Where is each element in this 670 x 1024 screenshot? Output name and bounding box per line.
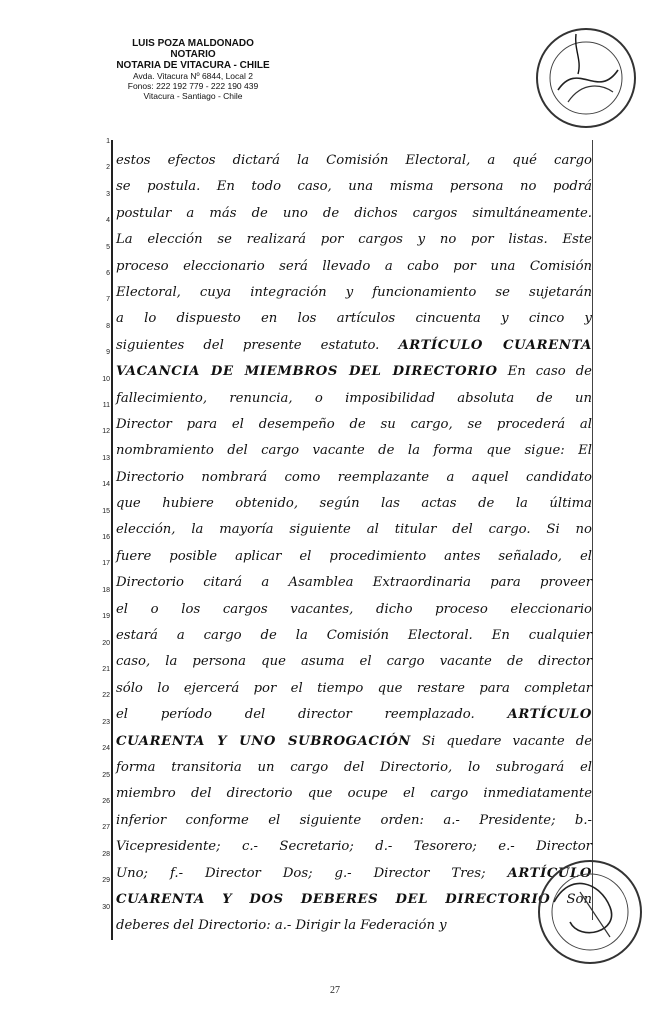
text-line [116, 306, 592, 332]
body-text: miembro del directorio que ocupe el cargo inmediatamente [116, 786, 592, 802]
text-line [116, 755, 592, 781]
body-text: postular a más de uno de dichos cargos simultáneamente. [116, 205, 592, 221]
article-heading: ARTÍCULO CUARENTA [398, 337, 592, 353]
text-line [116, 359, 592, 385]
text-line [116, 781, 592, 807]
line-number: 7 [106, 296, 110, 304]
text-line [116, 597, 592, 623]
body-text: nombramiento del cargo vacante de la forma que sigue: El [116, 443, 592, 459]
line-number: 9 [106, 349, 110, 357]
body-text: el período del director reemplazado. [116, 707, 508, 723]
line-number: 23 [102, 718, 110, 726]
line-number: 25 [102, 771, 110, 779]
notary-phones: Fonos: 222 192 779 - 222 190 439 [127, 81, 259, 91]
line-number: 10 [102, 375, 110, 383]
line-number: 11 [102, 402, 110, 409]
line-number: 18 [102, 586, 110, 594]
text-line [116, 702, 592, 728]
notary-city: Vitacura - Santiago - Chile [143, 91, 243, 101]
line-number: 22 [102, 692, 110, 700]
body-text: estos efectos dictará la Comisión Electoral, a qué cargo [116, 153, 592, 168]
line-number: 26 [102, 798, 110, 805]
body-text: sólo lo ejercerá por el tiempo que restare para completar [116, 680, 592, 696]
body-text: siguientes del presente estatuto. [116, 337, 399, 353]
notary-seal-top [536, 28, 636, 128]
text-line [116, 887, 592, 913]
body-text: En caso de [497, 364, 592, 380]
line-number: 13 [102, 454, 110, 462]
body-text: inferior conforme el siguiente orden: a.- Presidente; b.- [116, 812, 592, 828]
body-text: forma transitoria un cargo del Directorio, lo subrogará el [116, 759, 592, 775]
text-line [116, 808, 592, 834]
text-line [116, 834, 592, 860]
body-text: Si quedare vacante de [410, 733, 593, 749]
line-number: 8 [106, 322, 110, 330]
body-text: proceso eleccionario será llevado a cabo por una Comisión [116, 258, 592, 274]
body-text: Electoral, cuya integración y funcionamiento se sujetarán [116, 284, 592, 300]
body-text: Directorio nombrará como reemplazante a aquel candidato [116, 469, 592, 485]
text-line [116, 649, 592, 675]
body-text: Uno; f.- Director Dos; g.- Director Tres; [116, 865, 508, 881]
notary-title: NOTARIO [170, 49, 216, 60]
notary-name: LUIS POZA MALDONADO [132, 38, 254, 49]
body-text: fuere posible aplicar el procedimiento antes señalado, el [116, 548, 592, 564]
text-line [116, 174, 592, 200]
text-line [116, 438, 592, 464]
notary-seal-bottom [538, 860, 642, 964]
left-margin-line [111, 140, 113, 940]
text-line [116, 148, 592, 174]
line-number: 19 [102, 613, 110, 621]
article-heading: ARTÍCULO [507, 707, 592, 723]
document-body [116, 148, 592, 940]
text-line [116, 201, 592, 227]
line-number: 29 [102, 877, 110, 885]
body-text: deberes del Directorio: a.- Dirigir la Federación y [116, 918, 447, 934]
body-text: Son [550, 891, 592, 907]
line-number: 4 [106, 217, 110, 225]
article-heading: ARTÍCULO [507, 865, 592, 881]
line-number: 3 [106, 190, 110, 198]
line-number: 27 [102, 824, 110, 832]
text-line [116, 544, 592, 570]
line-number: 15 [102, 507, 110, 515]
text-line [116, 570, 592, 596]
line-number: 20 [102, 639, 110, 647]
body-text: elección, la mayoría siguiente al titular del cargo. Si no [116, 522, 592, 538]
body-text: se postula. En todo caso, una misma persona no podrá [116, 179, 592, 195]
body-text: el o los cargos vacantes, dicho proceso eleccionario [116, 601, 592, 617]
body-text: fallecimiento, renuncia, o imposibilidad absoluta de un [116, 390, 592, 406]
article-heading: VACANCIA DE MIEMBROS DEL DIRECTORIO [116, 364, 498, 380]
line-number: 16 [102, 534, 110, 541]
body-text: Vicepresidente; c.- Secretario; d.- Tesorero; e.- Director [116, 839, 592, 855]
body-text: estará a cargo de la Comisión Electoral. En cualquier [116, 628, 592, 644]
body-text: caso, la persona que asuma el cargo vacante de director [116, 654, 592, 670]
body-text: La elección se realizará por cargos y no por listas. Este [116, 232, 592, 248]
body-text: Director para el desempeño de su cargo, se procederá al [116, 416, 592, 432]
text-line [116, 913, 592, 939]
line-number: 24 [102, 745, 110, 753]
right-margin-line [592, 140, 593, 920]
line-number: 1 [106, 138, 110, 145]
notary-letterhead [78, 38, 308, 101]
text-line [116, 491, 592, 517]
text-line [116, 333, 592, 359]
line-number: 21 [102, 666, 110, 673]
body-text: Directorio citará a Asamblea Extraordinaria para proveer [116, 575, 592, 591]
body-text: que hubiere obtenido, según las actas de la última [116, 496, 592, 512]
line-number: 30 [102, 903, 110, 911]
line-number: 5 [106, 243, 110, 251]
text-line [116, 517, 592, 543]
text-line [116, 227, 592, 253]
text-line [116, 412, 592, 438]
text-line [116, 465, 592, 491]
line-number: 28 [102, 850, 110, 858]
line-number: 17 [102, 560, 110, 568]
text-line [116, 623, 592, 649]
page-number: 27 [330, 985, 340, 996]
text-line [116, 729, 592, 755]
article-heading: CUARENTA Y UNO SUBROGACIÓN [116, 733, 411, 749]
text-line [116, 676, 592, 702]
line-number: 12 [102, 428, 110, 436]
text-line [116, 386, 592, 412]
body-text: a lo dispuesto en los artículos cincuenta y cinco y [116, 311, 592, 327]
notary-address: Avda. Vitacura Nº 6844, Local 2 [133, 71, 253, 81]
article-heading: CUARENTA Y DOS DEBERES DEL DIRECTORIO [116, 891, 551, 907]
text-line [116, 861, 592, 887]
line-number: 6 [106, 270, 110, 277]
text-line [116, 280, 592, 306]
line-number: 14 [102, 481, 110, 489]
notary-office: NOTARIA DE VITACURA - CHILE [116, 60, 270, 71]
line-number: 2 [106, 164, 110, 172]
text-line [116, 254, 592, 280]
